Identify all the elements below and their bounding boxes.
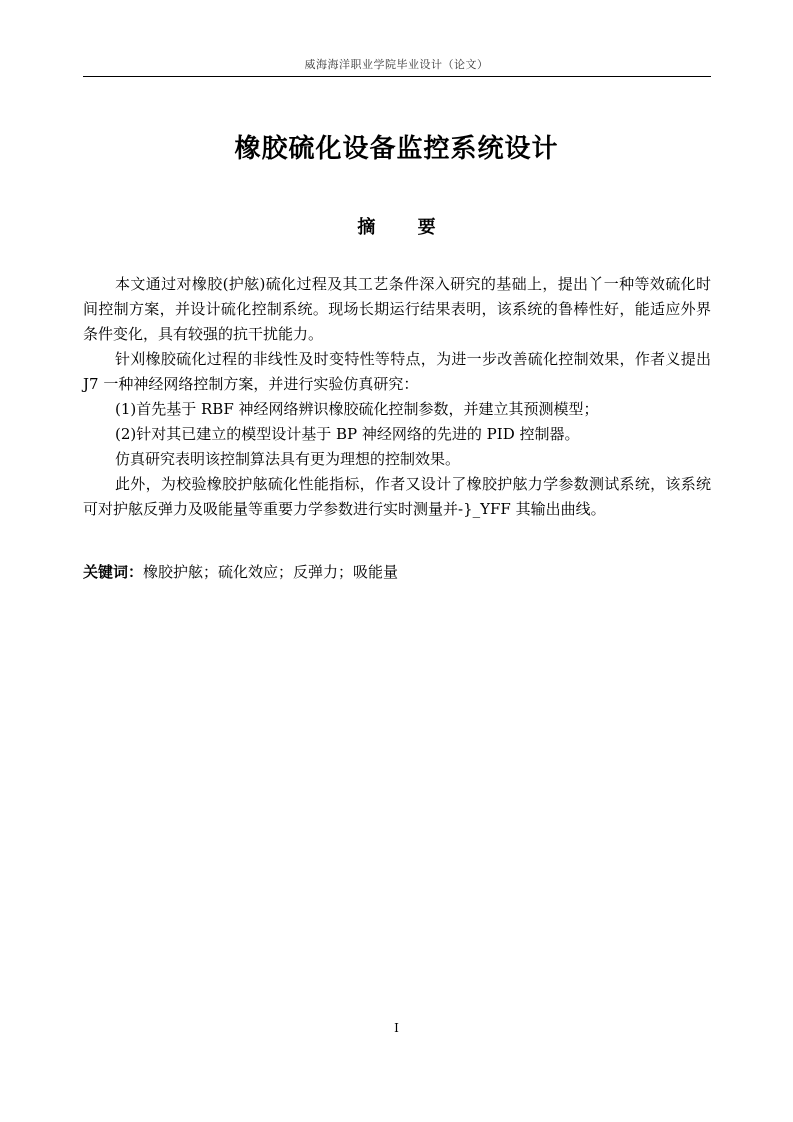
abstract-paragraph: 本文通过对橡胶(护舷)硫化过程及其工艺条件深入研究的基础上，提出丫一种等效硫化时间控制方案，并设计硫化控制系统。现场长期运行结果表明，该系统的鲁棒性好，能适应外界条件变化，具有较强的抗干扰能力。 [83, 275, 711, 343]
keywords-text: 橡胶护舷；硫化效应；反弹力；吸能量 [143, 563, 399, 581]
abstract-heading: 摘 要 [357, 217, 436, 238]
keywords-line [83, 561, 711, 583]
abstract-paragraph: 此外，为校验橡胶护舷硫化性能指标，作者又设计了橡胶护舷力学参数测试系统，该系统可对护舷反弹力及吸能量等重要力学参数进行实时测量并-}_YFF 其输出曲线。 [83, 475, 711, 518]
keywords-label: 关键词： [83, 563, 144, 581]
document-title: 橡胶硫化设备监控系统设计 [234, 134, 559, 164]
page-number: I [394, 1021, 399, 1035]
running-header: 威海海洋职业学院毕业设计（论文） [304, 58, 489, 71]
abstract-paragraph: 针刈橡胶硫化过程的非线性及时变特性等特点，为进一步改善硫化控制效果，作者义提出 J7 一种神经网络控制方案，并进行实验仿真研究： [83, 350, 711, 393]
abstract-body [83, 272, 711, 522]
abstract-paragraph: 仿真研究表明该控制算法具有更为理想的控制效果。 [115, 450, 461, 468]
abstract-paragraph: (2)针对其已建立的模型设计基于 BP 神经网络的先进的 PID 控制器。 [115, 425, 580, 443]
abstract-paragraph: (1)首先基于 RBF 神经网络辨识橡胶硫化控制参数，并建立其预测模型； [115, 400, 599, 418]
header-divider [83, 76, 711, 77]
